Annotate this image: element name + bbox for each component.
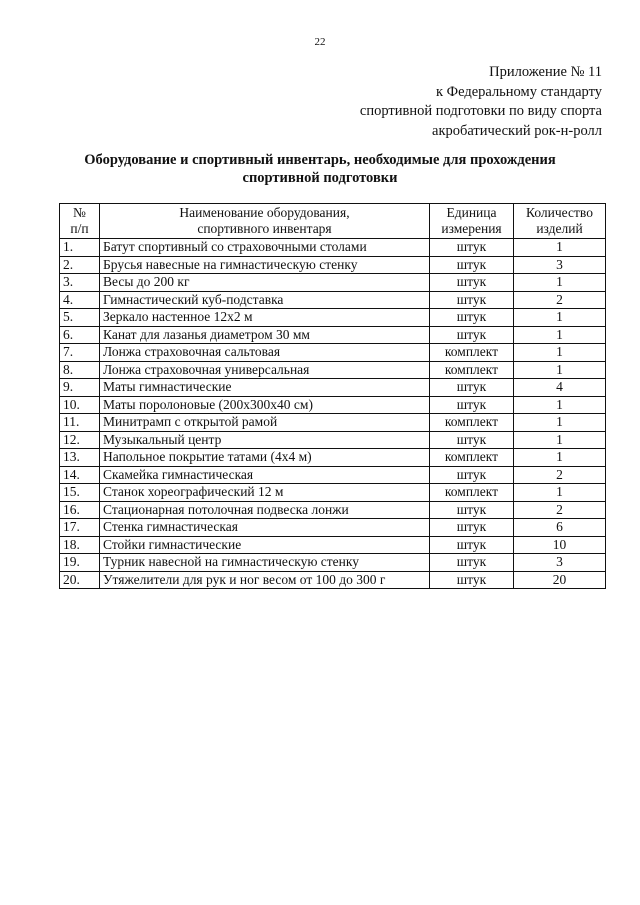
- item-name: Лонжа страховочная сальтовая: [100, 344, 430, 362]
- quantity: 6: [514, 519, 606, 537]
- header-num: [60, 204, 100, 239]
- row-number: 17.: [60, 519, 100, 537]
- appendix-line: Приложение № 11: [489, 64, 602, 80]
- table-row: [60, 344, 606, 362]
- row-number: 12.: [60, 431, 100, 449]
- item-name: Утяжелители для рук и ног весом от 100 до 300 г: [100, 571, 430, 589]
- quantity: 1: [514, 361, 606, 379]
- item-name: Брусья навесные на гимнастическую стенку: [100, 256, 430, 274]
- row-number: 8.: [60, 361, 100, 379]
- unit-of-measure: штук: [430, 571, 514, 589]
- unit-of-measure: штук: [430, 379, 514, 397]
- quantity: 1: [514, 309, 606, 327]
- unit-of-measure: штук: [430, 466, 514, 484]
- unit-of-measure: штук: [430, 326, 514, 344]
- unit-of-measure: штук: [430, 431, 514, 449]
- quantity: 4: [514, 379, 606, 397]
- quantity: 1: [514, 414, 606, 432]
- item-name: Стойки гимнастические: [100, 536, 430, 554]
- table-row: [60, 519, 606, 537]
- quantity: 1: [514, 449, 606, 467]
- item-name: Весы до 200 кг: [100, 274, 430, 292]
- item-name: Скамейка гимнастическая: [100, 466, 430, 484]
- quantity: 2: [514, 466, 606, 484]
- header-line: измерения: [441, 221, 502, 236]
- item-name: Музыкальный центр: [100, 431, 430, 449]
- table-row: [60, 414, 606, 432]
- unit-of-measure: штук: [430, 256, 514, 274]
- row-number: 15.: [60, 484, 100, 502]
- unit-of-measure: штук: [430, 396, 514, 414]
- unit-of-measure: комплект: [430, 484, 514, 502]
- row-number: 7.: [60, 344, 100, 362]
- unit-of-measure: комплект: [430, 361, 514, 379]
- table-row: [60, 431, 606, 449]
- quantity: 10: [514, 536, 606, 554]
- header-line: №: [73, 205, 86, 220]
- table-row: [60, 274, 606, 292]
- appendix-line: спортивной подготовки по виду спорта: [359, 103, 602, 119]
- quantity: 1: [514, 431, 606, 449]
- table-row: [60, 291, 606, 309]
- item-name: Зеркало настенное 12x2 м: [100, 309, 430, 327]
- unit-of-measure: штук: [430, 536, 514, 554]
- row-number: 6.: [60, 326, 100, 344]
- item-name: Стационарная потолочная подвеска лонжи: [100, 501, 430, 519]
- unit-of-measure: штук: [430, 519, 514, 537]
- header-name: [100, 204, 430, 239]
- quantity: 1: [514, 484, 606, 502]
- row-number: 11.: [60, 414, 100, 432]
- document-title: [0, 151, 640, 187]
- header-line: Единица: [446, 205, 497, 220]
- quantity: 20: [514, 571, 606, 589]
- page-number: 22: [314, 36, 326, 48]
- row-number: 3.: [60, 274, 100, 292]
- item-name: Канат для лазанья диаметром 30 мм: [100, 326, 430, 344]
- unit-of-measure: комплект: [430, 449, 514, 467]
- row-number: 16.: [60, 501, 100, 519]
- unit-of-measure: штук: [430, 309, 514, 327]
- title-line: спортивной подготовки: [242, 170, 398, 186]
- table-row: [60, 396, 606, 414]
- row-number: 10.: [60, 396, 100, 414]
- item-name: Гимнастический куб-подставка: [100, 291, 430, 309]
- header-line: изделий: [536, 221, 583, 236]
- row-number: 13.: [60, 449, 100, 467]
- unit-of-measure: штук: [430, 239, 514, 257]
- item-name: Напольное покрытие татами (4x4 м): [100, 449, 430, 467]
- table-row: [60, 571, 606, 589]
- row-number: 19.: [60, 554, 100, 572]
- quantity: 2: [514, 291, 606, 309]
- quantity: 1: [514, 344, 606, 362]
- header-line: п/п: [70, 221, 89, 236]
- item-name: Маты гимнастические: [100, 379, 430, 397]
- quantity: 1: [514, 396, 606, 414]
- unit-of-measure: штук: [430, 501, 514, 519]
- appendix-line: к Федеральному стандарту: [435, 83, 602, 100]
- item-name: Минитрамп с открытой рамой: [100, 414, 430, 432]
- quantity: 1: [514, 326, 606, 344]
- appendix-line: акробатический рок-н-ролл: [432, 122, 602, 139]
- appendix-header: [360, 63, 602, 141]
- table-row: [60, 449, 606, 467]
- quantity: 1: [514, 274, 606, 292]
- row-number: 2.: [60, 256, 100, 274]
- unit-of-measure: комплект: [430, 344, 514, 362]
- table-body: [60, 239, 606, 589]
- table-row: [60, 361, 606, 379]
- row-number: 14.: [60, 466, 100, 484]
- item-name: Батут спортивный со страховочными столами: [100, 239, 430, 257]
- row-number: 4.: [60, 291, 100, 309]
- table-row: [60, 501, 606, 519]
- table-header-row: [60, 204, 606, 239]
- quantity: 2: [514, 501, 606, 519]
- table-row: [60, 326, 606, 344]
- quantity: 1: [514, 239, 606, 257]
- header-unit: [430, 204, 514, 239]
- row-number: 1.: [60, 239, 100, 257]
- row-number: 5.: [60, 309, 100, 327]
- item-name: Стенка гимнастическая: [100, 519, 430, 537]
- title-line: Оборудование и спортивный инвентарь, необходимые для прохождения: [84, 152, 556, 168]
- table-row: [60, 309, 606, 327]
- item-name: Турник навесной на гимнастическую стенку: [100, 554, 430, 572]
- table-row: [60, 536, 606, 554]
- item-name: Станок хореографический 12 м: [100, 484, 430, 502]
- table-row: [60, 554, 606, 572]
- header-line: Количество: [526, 205, 593, 220]
- unit-of-measure: штук: [430, 554, 514, 572]
- row-number: 9.: [60, 379, 100, 397]
- item-name: Лонжа страховочная универсальная: [100, 361, 430, 379]
- row-number: 18.: [60, 536, 100, 554]
- unit-of-measure: штук: [430, 274, 514, 292]
- row-number: 20.: [60, 571, 100, 589]
- table-row: [60, 239, 606, 257]
- table-row: [60, 256, 606, 274]
- table-row: [60, 484, 606, 502]
- header-line: спортивного инвентаря: [197, 221, 332, 236]
- quantity: 3: [514, 554, 606, 572]
- quantity: 3: [514, 256, 606, 274]
- equipment-table: [59, 203, 606, 589]
- header-line: Наименование оборудования,: [179, 205, 350, 220]
- table-row: [60, 466, 606, 484]
- table-row: [60, 379, 606, 397]
- unit-of-measure: комплект: [430, 414, 514, 432]
- unit-of-measure: штук: [430, 291, 514, 309]
- header-qty: [514, 204, 606, 239]
- item-name: Маты поролоновые (200x300x40 см): [100, 396, 430, 414]
